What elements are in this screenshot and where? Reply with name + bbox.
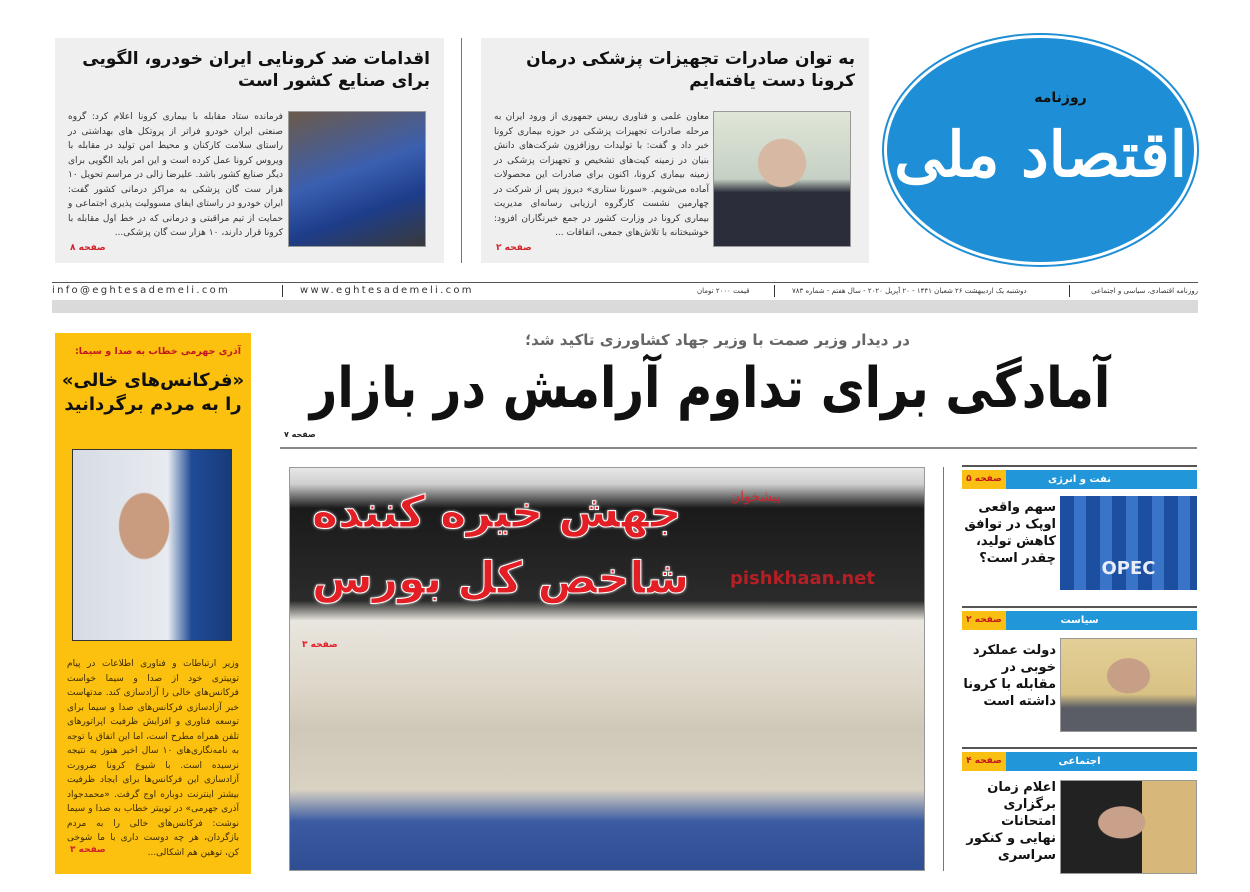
item-title: دولت عملکرد خوبی در مقابله با کرونا داشته است xyxy=(963,643,1056,709)
story-title: اقدامات ضد کرونایی ایران خودرو، الگویی برای صنایع کشور است xyxy=(82,49,430,91)
photo-headline-2: شاخص کل بورس xyxy=(312,553,690,604)
rule xyxy=(962,747,1197,749)
page-ref[interactable]: صفحه ۴ xyxy=(962,752,1006,771)
rule xyxy=(962,465,1197,467)
bar-divider xyxy=(282,285,283,297)
section-bar xyxy=(962,752,1197,771)
sidebar-title: «فرکانس‌های خالی» را به مردم برگردانید xyxy=(61,370,245,415)
bar-divider xyxy=(1069,285,1070,297)
logo-text: اقتصاد ملی xyxy=(894,118,1187,191)
section-label: نفت و انرژی xyxy=(1047,474,1112,485)
section-label: اجتماعی xyxy=(1058,756,1101,767)
story-photo xyxy=(288,111,426,247)
item-title: سهم واقعی اوپک در توافق کاهش تولید، چقدر است؟ xyxy=(964,500,1056,566)
watermark-fa: پیشخوان xyxy=(730,489,782,505)
gray-band xyxy=(52,300,1198,313)
page-ref[interactable]: صفحه ۷ xyxy=(284,430,316,439)
lead-kicker: در دیدار وزیر صمت با وزیر جهاد کشاورزی تاکید شد؛ xyxy=(525,331,910,349)
right-item-social[interactable] xyxy=(962,747,1197,875)
rule xyxy=(280,447,1197,449)
top-story-left[interactable] xyxy=(55,38,444,263)
section-label: سیاست xyxy=(1060,615,1099,626)
logo-small-text: روزنامه xyxy=(1034,90,1087,106)
lead-headline[interactable]: آمادگی برای تداوم آرامش در بازار xyxy=(309,356,1110,421)
sidebar-photo xyxy=(72,449,232,641)
info-bar xyxy=(52,282,1198,299)
top-story-right[interactable] xyxy=(481,38,869,263)
page-ref[interactable]: صفحه ۲ xyxy=(496,243,532,253)
page-ref[interactable]: صفحه ۲ xyxy=(962,611,1006,630)
story-title: به توان صادرات تجهیزات پزشکی درمان کرونا دست یافته‌ایم xyxy=(526,49,855,91)
item-photo xyxy=(1060,780,1197,874)
price: قیمت ۲۰۰۰ تومان xyxy=(697,287,750,295)
photo-headline-1: جهش خیره کننده xyxy=(312,487,682,538)
column-divider xyxy=(461,38,462,263)
website[interactable]: www.eghtesademeli.com xyxy=(300,285,474,296)
story-body: فرمانده ستاد مقابله با بیماری کرونا اعلام کرد: گروه صنعتی ایران خودرو فراتر از پروتکل های بهداشتی در راستای سلامت کارکنان و محیط امن تولید در مقابله با ویروس کرونا عمل کرده است و این امر باید الگویی برای دیگر صنایع کشور باشد. علیرضا زالی در مراسم تحویل ۱۰ هزار ست گان پزشکی به مراکز درمانی کشور گفت: ایران خودرو در راستای ایفای مسوولیت پذیری اجتماعی و حمایت از تیم مراقبتی و درمانی که در خط اول مقابله با کرونا قرار دارند، ۱۰ هزار ست گان پزشکی... xyxy=(68,112,283,238)
section-bar xyxy=(962,470,1197,489)
rule xyxy=(962,606,1197,608)
masthead-logo[interactable] xyxy=(884,35,1197,265)
watermark: pishkhaan.net xyxy=(730,568,875,589)
page-ref[interactable]: صفحه ۳ xyxy=(302,640,338,650)
page-ref[interactable]: صفحه ۸ xyxy=(70,243,106,253)
opec-photo: OPEC xyxy=(1060,496,1197,590)
item-photo xyxy=(1060,638,1197,732)
main-photo[interactable] xyxy=(289,467,925,871)
issue-date: دوشنبه یک اردیبهشت ۲۶ شعبان ۱۴۴۱ - ۲۰ آپریل ۲۰۲۰ - سال هفتم - شماره ۷۸۳ xyxy=(792,287,1027,295)
section-bar xyxy=(962,611,1197,630)
item-title: اعلام زمان برگزاری امتحانات نهایی و کنکور سراسری xyxy=(966,780,1056,863)
sidebar-body: وزیر ارتباطات و فناوری اطلاعات در پیام توییتری خود از صدا و سیما خواست فرکانس‌های خالی را آزادسازی کند. مدتهاست خبر آزادسازی فرکانس‌های صدا و سیما برای توسعه فناوری و افزایش ظرفیت اپراتورهای تلفن همراه مطرح است، اما این اتفاق با توجه به نامه‌نگاری‌های ۱۰ سال اخیر هنوز به نتیجه نرسیده است. با شیوع کرونا ضرورت آزادسازی این فرکانس‌ها برای ایجاد ظرفیت بیشتر اینترنت دوباره اوج گرفت. «محمدجواد آذری جهرمی» در توییتر خطاب به صدا و سیما نوشت: فرکانس‌های خالی را به مردم بازگردان، هر چه دوست داری با ما شوخی کن، توهین هم اشکالی... xyxy=(67,659,240,858)
story-photo xyxy=(713,111,851,247)
bar-divider xyxy=(774,285,775,297)
page-ref[interactable]: صفحه ۳ xyxy=(70,845,106,855)
tagline: روزنامه اقتصادی، سیاسی و اجتماعی xyxy=(1091,287,1198,295)
email[interactable]: info@eghtesademeli.com xyxy=(52,285,231,296)
sidebar-kicker: آذری جهرمی خطاب به صدا و سیما: xyxy=(75,346,241,357)
right-item-politics[interactable] xyxy=(962,606,1197,736)
story-body: معاون علمی و فناوری رییس جمهوری از ورود ایران به مرحله صادرات تجهیزات پزشکی در حوزه بیماری کرونا خبر داد و گفت: با تولیدات روزافزون شرکت‌های دانش بنیان در زمینه کیت‌های تشخیص و تجهیزات پزشکی در زمینه بیماری کرونا، اکنون برای صادرات این محصولات آماده می‌شویم. «سورنا ستاری» دیروز پس از شرکت در چهارمین نشست کارگروه ارزیابی رسانه‌ای مدیریت بیماری کرونا در وزارت کشور در جمع خبرنگاران افزود: خوشبختانه با تلاش‌های جمعی، اتفاقات ... xyxy=(494,112,709,238)
sidebar-story[interactable] xyxy=(55,333,251,874)
page-ref[interactable]: صفحه ۵ xyxy=(962,470,1006,489)
right-item-oil[interactable] xyxy=(962,465,1197,595)
column-divider xyxy=(943,467,944,871)
